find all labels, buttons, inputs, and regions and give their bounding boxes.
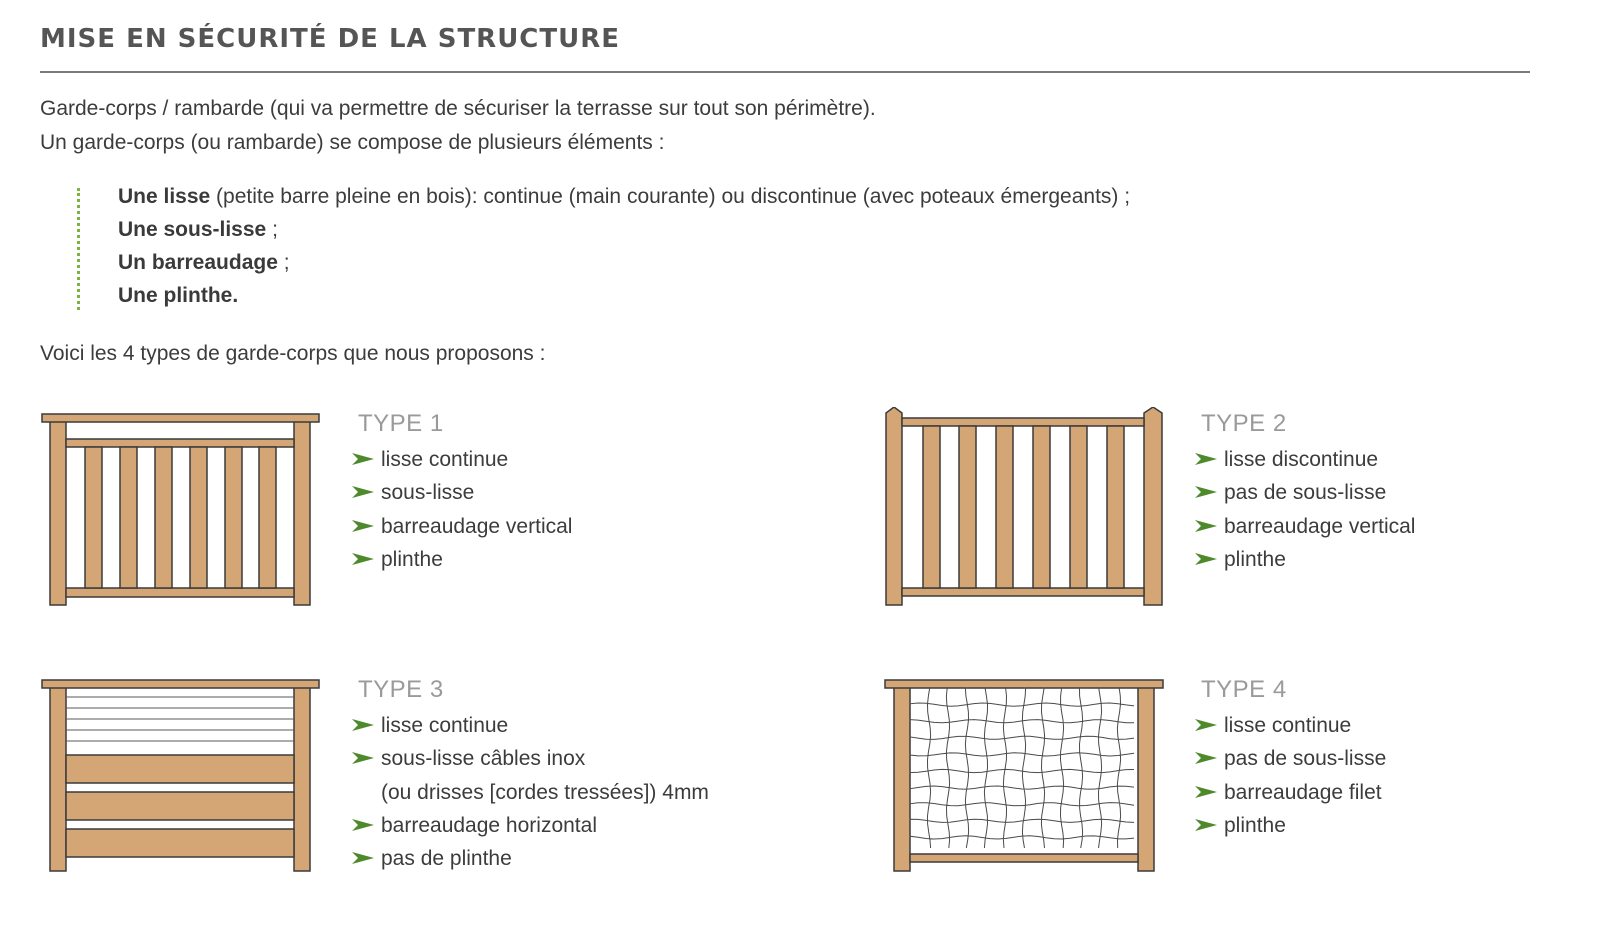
net-mesh (910, 688, 1134, 848)
feature-label: plinthe (381, 547, 443, 571)
element-item-barreaudage (118, 246, 1277, 279)
green-arrow-icon (1195, 553, 1217, 565)
feature-item (1195, 809, 1386, 842)
feature-item-continuation (352, 776, 709, 809)
green-arrow-icon (1195, 453, 1217, 465)
feature-label: pas de sous-lisse (1224, 747, 1387, 771)
type-4-title: TYPE 4 (1201, 676, 1287, 703)
feature-item (1195, 443, 1415, 476)
railing-type-4-illustration (883, 673, 1173, 878)
page-title: MISE EN SÉCURITÉ DE LA STRUCTURE (40, 24, 621, 54)
net-strands (910, 688, 1134, 848)
element-text: ; (266, 218, 278, 241)
element-text: (petite barre pleine en bois): continue (main courante) ou discontinue (avec poteaux émergeants) ; (210, 185, 1131, 208)
element-item-lisse (118, 180, 1277, 213)
green-arrow-icon (352, 719, 374, 731)
railing-type-3-illustration (40, 673, 330, 878)
green-arrow-icon (352, 453, 374, 465)
feature-label: barreaudage horizontal (381, 813, 597, 837)
feature-label: barreaudage vertical (1224, 514, 1416, 538)
feature-label: plinthe (1224, 547, 1286, 571)
green-arrow-icon (352, 553, 374, 565)
green-arrow-icon (1195, 719, 1217, 731)
feature-label: barreaudage vertical (381, 514, 573, 538)
green-arrow-icon (352, 852, 374, 864)
feature-item (1195, 543, 1415, 576)
type-2-block (883, 407, 1600, 627)
intro-text (40, 92, 876, 160)
railing-type-1-illustration (40, 407, 330, 612)
feature-item (352, 543, 572, 576)
green-arrow-icon (352, 752, 374, 764)
green-arrow-icon (352, 819, 374, 831)
feature-label: lisse continue (1224, 714, 1352, 737)
feature-item (1195, 776, 1386, 809)
type-1-features (352, 443, 572, 576)
type-3-features (352, 709, 709, 875)
green-arrow-icon (1195, 786, 1217, 798)
railing-type-2-illustration (883, 407, 1173, 612)
feature-item (1195, 510, 1415, 543)
green-arrow-icon (352, 486, 374, 498)
feature-item (352, 476, 572, 509)
intro-line-2: Un garde-corps (ou rambarde) se compose de plusieurs éléments : (40, 131, 665, 154)
element-bold: Une sous-lisse (118, 218, 267, 241)
feature-item (352, 842, 709, 875)
feature-item (352, 742, 709, 775)
green-arrow-icon (1195, 819, 1217, 831)
feature-label: barreaudage filet (1224, 780, 1382, 804)
feature-item (352, 809, 709, 842)
feature-label: pas de sous-lisse (1224, 481, 1387, 505)
intro-line-1: Garde-corps / rambarde (qui va permettre de sécuriser la terrasse sur tout son périmètre). (40, 97, 876, 120)
feature-item (1195, 742, 1386, 775)
type-1-block (40, 407, 820, 627)
feature-item (1195, 709, 1386, 742)
feature-item (352, 443, 572, 476)
feature-item (1195, 476, 1415, 509)
element-bold: Un barreaudage (118, 251, 278, 274)
element-text: ; (277, 251, 290, 274)
green-arrow-icon (352, 520, 374, 532)
feature-label: lisse discontinue (1224, 448, 1379, 471)
dotted-bullet-line (77, 188, 80, 310)
green-arrow-icon (1195, 486, 1217, 498)
feature-label: lisse continue (381, 714, 509, 737)
feature-item (352, 709, 709, 742)
feature-label: plinthe (1224, 813, 1286, 837)
element-bold: Une lisse (118, 185, 211, 208)
green-arrow-icon (1195, 520, 1217, 532)
type-2-features (1195, 443, 1415, 576)
type-2-title: TYPE 2 (1201, 410, 1287, 437)
type-4-features (1195, 709, 1386, 842)
green-arrow-icon (1195, 752, 1217, 764)
feature-label: pas de plinthe (381, 847, 512, 871)
element-bold: Une plinthe. (118, 284, 239, 307)
type-3-block (40, 673, 820, 893)
title-divider (40, 71, 1530, 73)
feature-label: sous-lisse câbles inox (381, 747, 586, 771)
feature-label: (ou drisses [cordes tressées]) 4mm (381, 780, 709, 804)
feature-label: lisse continue (381, 448, 509, 471)
element-item-plinthe (118, 279, 1277, 312)
type-4-block (883, 673, 1600, 893)
elements-list (77, 180, 1277, 312)
type-3-title: TYPE 3 (358, 676, 444, 703)
proposal-text: Voici les 4 types de garde-corps que nous proposons : (40, 342, 546, 365)
feature-label: sous-lisse (381, 481, 475, 505)
type-1-title: TYPE 1 (358, 410, 444, 437)
element-item-sous-lisse (118, 213, 1277, 246)
feature-item (352, 510, 572, 543)
